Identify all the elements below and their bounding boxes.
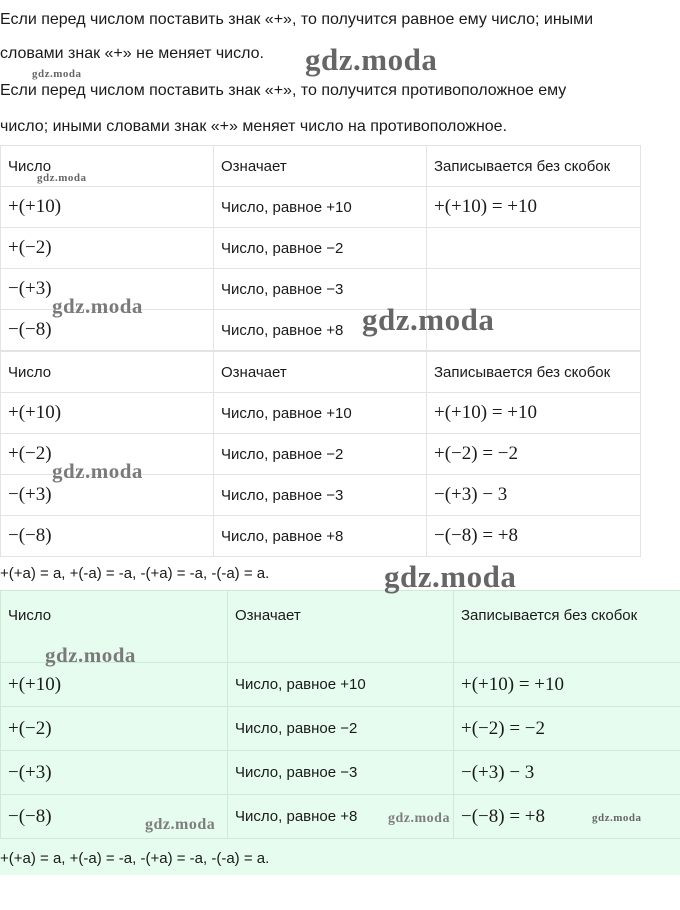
number-cell <box>1 707 228 751</box>
table-row <box>1 751 680 795</box>
expression: −(+3) <box>8 278 52 299</box>
watermark: gdz.moda <box>362 302 495 337</box>
watermark: gdz.moda <box>52 459 143 483</box>
number-cell <box>1 663 228 707</box>
header-cell: Число <box>1 146 214 187</box>
no-brackets-cell <box>454 707 680 751</box>
expression: +(+10) = +10 <box>434 402 538 423</box>
watermark: gdz.moda <box>52 294 143 318</box>
meaning-cell: Число, равное +10 <box>214 393 427 434</box>
expression: +(+10) = +10 <box>461 673 565 695</box>
meaning-cell: Число, равное −2 <box>214 228 427 269</box>
meaning-cell: Число, равное +8 <box>228 795 454 839</box>
expression: +(+10) <box>8 402 62 423</box>
expression: +(−2) = −2 <box>461 717 546 739</box>
meaning-cell: Число, равное −2 <box>228 707 454 751</box>
table-2 <box>0 351 641 557</box>
expression: +(+10) = +10 <box>434 196 538 217</box>
watermark: gdz.moda <box>145 816 216 833</box>
header-cell: Означает <box>214 146 427 187</box>
number-cell <box>1 393 214 434</box>
expression: −(+3) <box>8 484 52 505</box>
table-row <box>1 795 680 839</box>
number-cell <box>1 516 214 557</box>
watermark: gdz.moda <box>37 172 87 184</box>
table-row <box>1 663 680 707</box>
number-cell <box>1 228 214 269</box>
watermark: gdz.moda <box>45 643 136 667</box>
meaning-cell: Число, равное −2 <box>214 434 427 475</box>
table-row <box>1 393 641 434</box>
number-cell <box>1 187 214 228</box>
expression: +(−2) <box>8 717 52 739</box>
no-brackets-cell <box>427 475 641 516</box>
no-brackets-cell <box>454 795 680 839</box>
meaning-cell: Число, равное −3 <box>228 751 454 795</box>
header-cell: Означает <box>228 591 454 663</box>
no-brackets-cell <box>454 663 680 707</box>
expression: −(−8) <box>8 525 52 546</box>
no-brackets-cell <box>427 434 641 475</box>
header-cell: Число <box>1 591 228 663</box>
meaning-cell: Число, равное +8 <box>214 516 427 557</box>
expression: −(+3) − 3 <box>434 484 508 505</box>
table-1 <box>0 145 641 351</box>
intro-line-3: Если перед числом поставить знак «+», то получится противоположное ему <box>0 82 567 99</box>
header-cell: Означает <box>214 352 427 393</box>
intro-line-2: словами знак «+» не меняет число. <box>0 45 264 62</box>
header-cell: Записывается без скобок <box>427 352 641 393</box>
meaning-cell: Число, равное −3 <box>214 269 427 310</box>
meaning-cell: Число, равное −3 <box>214 475 427 516</box>
expression: +(+10) <box>8 673 62 695</box>
meaning-cell: Число, равное +8 <box>214 310 427 351</box>
number-cell <box>1 751 228 795</box>
table-1-header-row <box>1 146 641 187</box>
watermark: gdz.moda <box>384 559 517 594</box>
watermark: gdz.moda <box>388 811 450 826</box>
no-brackets-cell <box>427 228 641 269</box>
no-brackets-cell <box>427 516 641 557</box>
table-3 <box>0 590 680 839</box>
meaning-cell: Число, равное +10 <box>228 663 454 707</box>
expression: +(−2) <box>8 443 52 464</box>
table-row <box>1 707 680 751</box>
rule-line-1: +(+a) = a, +(-a) = -a, -(+a) = -a, -(-a) = a. <box>0 565 270 582</box>
meaning-cell: Число, равное +10 <box>214 187 427 228</box>
watermark: gdz.moda <box>592 812 642 824</box>
table-row <box>1 228 641 269</box>
expression: +(−2) = −2 <box>434 443 519 464</box>
no-brackets-cell <box>427 187 641 228</box>
header-cell: Записывается без скобок <box>454 591 680 663</box>
expression: +(+10) <box>8 196 62 217</box>
watermark: gdz.moda <box>32 68 82 80</box>
expression: −(−8) = +8 <box>434 525 519 546</box>
expression: +(−2) <box>8 237 52 258</box>
expression: −(−8) <box>8 805 52 827</box>
header-cell: Записывается без скобок <box>427 146 641 187</box>
header-cell: Число <box>1 352 214 393</box>
rule-line-2: +(+a) = a, +(-a) = -a, -(+a) = -a, -(-a) = a. <box>0 850 270 867</box>
no-brackets-cell <box>427 393 641 434</box>
table-2-header-row <box>1 352 641 393</box>
intro-line-4: число; иными словами знак «+» меняет число на противоположное. <box>0 118 508 135</box>
expression: −(+3) <box>8 761 52 783</box>
intro-line-1: Если перед числом поставить знак «+», то получится равное ему число; иными <box>0 11 594 28</box>
table-row <box>1 187 641 228</box>
expression: −(−8) = +8 <box>461 805 546 827</box>
watermark: gdz.moda <box>305 42 438 77</box>
expression: −(−8) <box>8 319 52 340</box>
table-row <box>1 516 641 557</box>
no-brackets-cell <box>454 751 680 795</box>
expression: −(+3) − 3 <box>461 761 535 783</box>
